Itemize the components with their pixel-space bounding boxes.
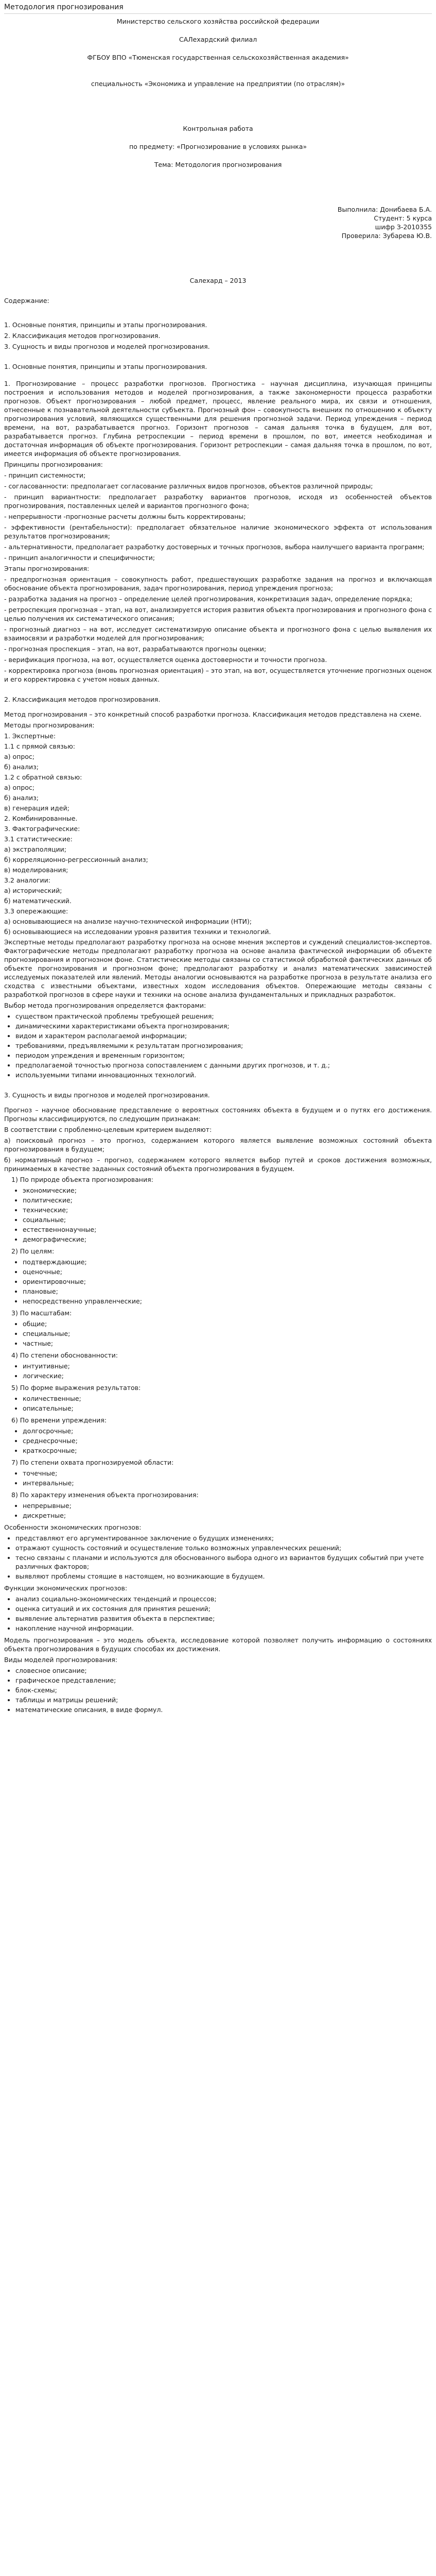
- method-item: 3.2 аналогии:: [4, 876, 51, 884]
- group-item: • среднесрочные;: [23, 1436, 432, 1445]
- methods-list: [4, 732, 432, 936]
- work-type: Контрольная работа: [183, 125, 253, 132]
- group-item: • оценочные;: [23, 1267, 432, 1276]
- contents-item: 3. Сущность и виды прогнозов и моделей прогнозирования.: [4, 343, 210, 350]
- group-title: 6) По времени упреждения:: [11, 1416, 107, 1424]
- method-item: 3.3 опережающие:: [4, 907, 68, 915]
- group-item: • интервальные;: [23, 1479, 432, 1487]
- paragraph: - прогнозный диагноз – на вот, исследует систематизирую описание объекта и прогнозного фона с целью выявления их взаимосвязи и разработки моделей для прогнозирования;: [4, 625, 432, 642]
- group-list: [11, 1258, 432, 1306]
- group-item: • демографические;: [23, 1235, 432, 1244]
- method-item: б) математический.: [4, 897, 72, 905]
- paragraph: - принцип системности;: [4, 471, 86, 479]
- section-3-heading: 3. Сущность и виды прогнозов и моделей прогнозирования.: [4, 1091, 210, 1099]
- paragraph: Прогноз – научное обоснование представление о вероятных состояниях объекта в будущем и о путях его достижения. Прогнозы классифицируются, по следующим признакам:: [4, 1106, 432, 1123]
- contents: [4, 296, 432, 351]
- group-item: • экономические;: [23, 1186, 432, 1195]
- paragraph: б) нормативный прогноз – прогноз, содержанием которого является выбор путей и сроков достижения возможных, принимаемых в качестве заданных состояний объекта прогнозирования в будущем.: [4, 1156, 432, 1173]
- section-2: [4, 695, 432, 1079]
- group-title: 4) По степени обоснованности:: [11, 1351, 118, 1359]
- section-1-heading: 1. Основные понятия, принципы и этапы прогнозирования.: [4, 363, 207, 370]
- factor-item: • требованиями, предъявляемыми к результатам прогнозирования;: [15, 1041, 432, 1050]
- paragraph: - альтернативности, предполагает разработку достоверных и точных прогнозов, выбора наилучшего варианта программ;: [4, 543, 425, 551]
- group-list: [11, 1394, 432, 1413]
- section-1-body: [4, 379, 432, 684]
- branch-line: САЛехардский филиал: [179, 36, 257, 43]
- group-list: [11, 1501, 432, 1520]
- functions-title: Функции экономических прогнозов:: [4, 1584, 128, 1592]
- group-item: • интуитивные;: [23, 1362, 432, 1370]
- paragraph: - верификация прогноза, на вот, осуществляется оценка достоверности и точности прогноза.: [4, 656, 327, 664]
- section-3-body: [4, 1106, 432, 1173]
- model-type-item: • словесное описание;: [15, 1666, 432, 1675]
- organization-line: ФГБОУ ВПО «Тюменская государственная сельскохозяйственная академия»: [87, 54, 349, 61]
- paragraph: В соответствии с проблемно-целевым критерием выделяют:: [4, 1126, 212, 1133]
- model-types-title: Виды моделей прогнозирования:: [4, 1656, 117, 1664]
- method-item: 3.1 статистические:: [4, 835, 73, 843]
- section-3: [4, 1091, 432, 1714]
- factor-item: • периодом упреждения и временным горизонтом;: [15, 1051, 432, 1060]
- method-item: в) генерация идей;: [4, 804, 69, 812]
- group-item: • непрерывные;: [23, 1501, 432, 1510]
- student-line: Студент: 5 курса: [374, 214, 432, 222]
- model-types-list: [4, 1666, 432, 1714]
- group-item: • частные;: [23, 1339, 432, 1348]
- paragraph: Выбор метода прогнозирования определяется факторами:: [4, 1002, 206, 1009]
- function-item: • выявление альтернатив развития объекта в перспективе;: [15, 1614, 432, 1623]
- group-item: • технические;: [23, 1206, 432, 1214]
- section-2-heading: 2. Классификация методов прогнозирования.: [4, 696, 161, 703]
- model-type-item: • графическое представление;: [15, 1676, 432, 1685]
- group-item: • общие;: [23, 1319, 432, 1328]
- paragraph: а) поисковый прогноз – это прогноз, содержанием которого является выявление возможных состояний объекта прогнозирования в будущем;: [4, 1137, 432, 1153]
- group-item: • описательные;: [23, 1404, 432, 1413]
- method-item: 1.2 с обратной связью:: [4, 773, 82, 781]
- section-2-intro: [4, 710, 432, 730]
- paragraph: - предпрогнозная ориентация – совокупность работ, предшествующих разработке задания на прогноз и включающая обоснование объекта прогнозирования, задач прогнозирования, период упреждения прогноза;: [4, 575, 432, 592]
- paragraph: - прогнозная проспекция – этап, на вот, разрабатываются прогнозы оценки;: [4, 645, 267, 653]
- group-item: • дискретные;: [23, 1511, 432, 1520]
- method-item: а) опрос;: [4, 784, 34, 791]
- group-list: [11, 1469, 432, 1487]
- method-item: б) основывающиеся на исследовании уровня развития техники и технологий.: [4, 928, 271, 936]
- factor-item: • предполагаемой точностью прогноза сопоставлением с данными других прогнозов, и т. д.;: [15, 1061, 432, 1070]
- performer-line: Выполнила: Донибаева Б.А.: [337, 206, 432, 213]
- method-item: а) основывающиеся на анализе научно-технической информации (НТИ);: [4, 918, 252, 925]
- paragraph: Этапы прогнозирования:: [4, 565, 90, 572]
- features-list: [4, 1534, 432, 1581]
- group-item: • естественнонаучные;: [23, 1225, 432, 1234]
- model-type-item: • таблицы и матрицы решений;: [15, 1696, 432, 1704]
- section-1: [4, 362, 432, 684]
- paragraph: Экспертные методы предполагают разработку прогноза на основе мнения экспертов и суждений специалистов-экспертов. Фактографические методы предполагают разработку прогноза на основе анализа фактической информации об объекте прогнозирования и прогнозном фоне. Статистические методы связаны со статистикой обработкой фактических данных об объекте прогнозирования и прогнозном фоне; предполагают разработку и анализ математических зависимостей исследуемых показателей или явлений. Методы аналогии основываются на разработке прогноза в результате анализа его сходства с известными объектами, известных ходом исследования объектов. Опережающие методы связаны с разработкой прогнозов в сфере науки и техники на основе анализа фундаментальных и прикладных разработок.: [4, 938, 432, 998]
- method-item: 2. Комбинированные.: [4, 815, 78, 822]
- group-item: • специальные;: [23, 1329, 432, 1338]
- group-item: • долгосрочные;: [23, 1427, 432, 1435]
- group-list: [11, 1186, 432, 1244]
- paragraph: - разработка задания на прогноз – определение целей прогнозирования, конкретизация задач, определение порядка;: [4, 595, 413, 603]
- paragraph: - непрерывности -прогнозные расчеты должны быть корректированы;: [4, 513, 246, 520]
- title-page: [4, 17, 432, 285]
- factor-item: • динамическими характеристиками объекта прогнозирования;: [15, 1022, 432, 1030]
- method-item: а) исторический;: [4, 887, 62, 894]
- contents-heading: Содержание:: [4, 297, 49, 304]
- contents-item: 1. Основные понятия, принципы и этапы прогнозирования.: [4, 321, 207, 329]
- group-item: • логические;: [23, 1371, 432, 1380]
- paragraph: Метод прогнозирования – это конкретный способ разработки прогноза. Классификация методов представлена на схеме.: [4, 710, 422, 718]
- group-title: 5) По форме выражения результатов:: [11, 1384, 141, 1392]
- method-item: 1. Экспертные:: [4, 732, 56, 740]
- feature-item: • тесно связаны с планами и используются для обоснованного выбора одного из вариантов будущих событий при учете различных факторов;: [15, 1553, 432, 1571]
- method-item: а) опрос;: [4, 753, 34, 760]
- section-2-body: [4, 938, 432, 1010]
- factors-list: [4, 1012, 432, 1079]
- function-item: • оценка ситуаций и их состояния для принятия решений;: [15, 1604, 432, 1613]
- ministry-line: Министерство сельского хозяйства российской федерации: [116, 18, 320, 25]
- paragraph: - ретроспекция прогнозная – этап, на вот, анализируется история развития объекта прогнозирования и прогнозного фона с целью получения их систематического описания;: [4, 606, 432, 622]
- group-item: • краткосрочные;: [23, 1446, 432, 1455]
- feature-item: • выявляют проблемы стоящие в настоящем, но возникающие в будущем.: [15, 1572, 432, 1581]
- group-list: [11, 1362, 432, 1380]
- function-item: • анализ социально-экономических тенденций и процессов;: [15, 1595, 432, 1603]
- group-item: • политические;: [23, 1196, 432, 1205]
- paragraph: Принципы прогнозирования:: [4, 461, 103, 468]
- topic-line: Тема: Методология прогнозирования: [154, 161, 282, 168]
- factor-item: • существом практической проблемы требующей решения;: [15, 1012, 432, 1021]
- paragraph: Методы прогнозирования:: [4, 721, 95, 729]
- group-item: • плановые;: [23, 1287, 432, 1296]
- contents-item: 2. Классификация методов прогнозирования.: [4, 332, 161, 340]
- group-title: 8) По характеру изменения объекта прогнозирования:: [11, 1491, 199, 1499]
- group-item: • социальные;: [23, 1215, 432, 1224]
- functions-list: [4, 1595, 432, 1633]
- group-list: [11, 1319, 432, 1348]
- group-title: 3) По масштабам:: [11, 1309, 72, 1317]
- group-title: 1) По природе объекта прогнозирования:: [11, 1176, 153, 1183]
- method-item: а) экстраполяции;: [4, 845, 66, 853]
- group-item: • непосредственно управленческие;: [23, 1297, 432, 1306]
- subject-line: по предмету: «Прогнозирование в условиях рынка»: [129, 143, 307, 150]
- paragraph: 1. Прогнозирование – процесс разработки прогнозов. Прогностика – научная дисциплина, изучающая принципы построения и использования методов и моделей прогнозирования, а также закономерности процесса разработки прогнозов. Объект прогнозирования – любой предмет, процесс, явление реального мира, их связи и отношения, отнесенные к познавательной деятельности субъекта. Прогнозный фон – совокупность внешних по отношению к объекту прогнозирования условий, являющихся существенными для решения прогнозной задачи. Период упреждения – период времени, на вот, разрабатывается прогноз. Горизонт прогнозов – самая дальняя точка в будущем, для вот, разрабатывается прогноз. Глубина ретроспекции – период времени в прошлом, по вот, имеется необходимая и достаточная информация об объекте прогнозирования. Горизонт ретроспекции – самая дальняя точка в прошлом, по вот, имеется информация об объекте прогнозирования.: [4, 380, 432, 457]
- feature-item: • представляют его аргументированное заключение о будущих изменениях;: [15, 1534, 432, 1543]
- paragraph: - согласованности: предполагает согласование различных видов прогнозов, объектов различной природы;: [4, 482, 373, 490]
- paragraph: - принцип вариантности: предполагает разработку вариантов прогнозов, исходя из особенностей объектов прогнозирования, поставленных целей и вариантов прогнозного фона;: [4, 493, 432, 510]
- method-item: 3. Фактографические:: [4, 825, 80, 833]
- group-title: 7) По степени охвата прогнозируемой области:: [11, 1459, 174, 1466]
- method-item: 1.1 с прямой связью:: [4, 742, 76, 750]
- method-item: в) моделирования;: [4, 866, 68, 874]
- factor-item: • используемыми типами инновационных технологий.: [15, 1071, 432, 1079]
- feature-item: • отражают сущность состояний и осуществление только возможных управленческих решений;: [15, 1544, 432, 1552]
- document-title: Методология прогнозирования: [4, 3, 432, 14]
- specialty-line: специальность «Экономика и управление на предприятии (по отраслям)»: [91, 80, 345, 88]
- paragraph: - корректировка прогноза (вновь прогнозная ориентация) – это этап, на вот, осуществляется уточнение прогнозных оценок и его корректировка с учетом новых данных.: [4, 667, 432, 683]
- place-year: Салехард – 2013: [189, 277, 247, 284]
- group-item: • точечные;: [23, 1469, 432, 1478]
- group-item: • подтверждающие;: [23, 1258, 432, 1266]
- paragraph: - принцип аналогичности и специфичности;: [4, 554, 155, 562]
- method-item: б) анализ;: [4, 763, 39, 771]
- model-type-item: • блок-схемы;: [15, 1686, 432, 1694]
- function-item: • накопление научной информации.: [15, 1624, 432, 1633]
- model-type-item: • математические описания, в виде формул.: [15, 1705, 432, 1714]
- checker-line: Проверила: Зубарева Ю.В.: [341, 232, 432, 240]
- group-item: • ориентировочные;: [23, 1277, 432, 1286]
- model-paragraph: Модель прогнозирования – это модель объекта, исследование которой позволяет получить информацию о состояниях объекта прогнозирования в будущих способах их достижения.: [4, 1636, 432, 1653]
- method-item: б) анализ;: [4, 794, 39, 802]
- paragraph: - эффективности (рентабельности): предполагает обязательное наличие экономического эффекта от использования результатов прогнозирования;: [4, 523, 432, 540]
- forecast-classification: [4, 1175, 432, 1520]
- group-title: 2) По целям:: [11, 1247, 55, 1255]
- group-list: [11, 1427, 432, 1455]
- features-title: Особенности экономических прогнозов:: [4, 1523, 142, 1531]
- group-item: • количественные;: [23, 1394, 432, 1403]
- code-line: шифр З-2010355: [375, 223, 432, 231]
- method-item: б) корреляционно-регрессионный анализ;: [4, 856, 148, 863]
- factor-item: • видом и характером располагаемой информации;: [15, 1031, 432, 1040]
